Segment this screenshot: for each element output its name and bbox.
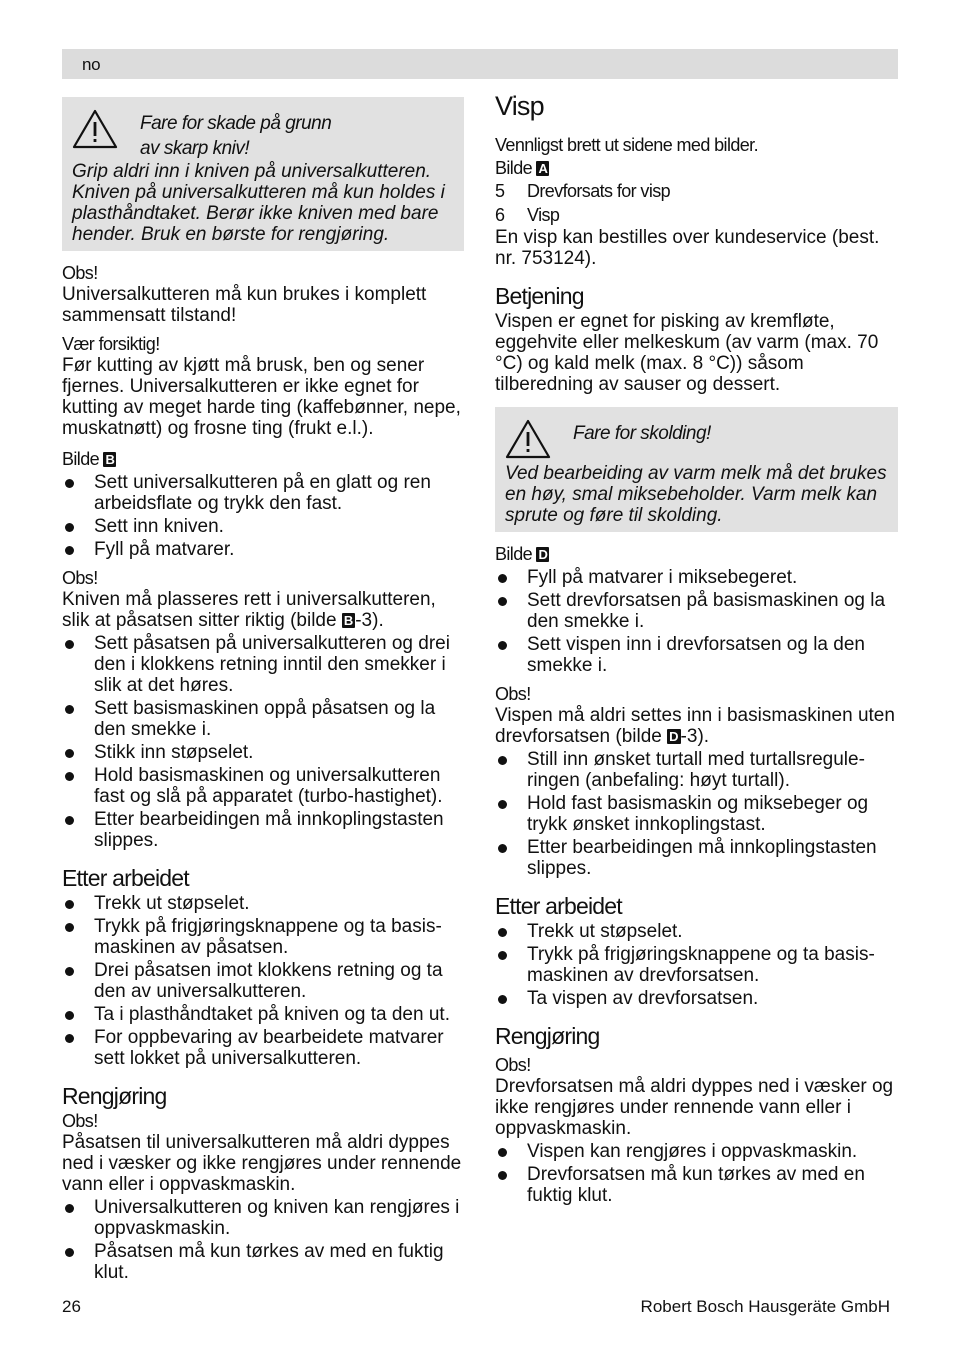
section-heading: Rengjøring <box>495 1023 600 1049</box>
list-item: Ta vispen av drevforsatsen. <box>495 988 898 1009</box>
figure-letter-badge: D <box>669 729 679 744</box>
warning-text: Ved bearbeiding av varm melk må det brukes en høy, smal miksebeholder. Varm melk kan sprute og føre til skolding. <box>505 463 887 526</box>
list-item: Stikk inn støpselet. <box>62 742 464 763</box>
steps-list <box>62 472 464 560</box>
warning-triangle-icon <box>505 419 551 459</box>
obs-label: Obs! <box>62 1111 98 1131</box>
figure-letter-badge: B <box>105 452 115 467</box>
list-item: Fyll på matvarer i miksebegeret. <box>495 567 898 588</box>
figure-letter-badge: A <box>538 161 548 176</box>
list-item: Sett basismaskinen oppå påsatsen og la den smekke i. <box>62 698 464 740</box>
list-item: For oppbevaring av bearbeidete matvarer sett lokket på universalkutteren. <box>62 1027 464 1069</box>
left-column <box>62 97 464 1285</box>
list-item: Etter bearbeidingen må innkoplingstasten slippes. <box>495 837 898 879</box>
language-bar <box>62 49 898 79</box>
obs-text: Vispen må aldri settes inn i basismaskinen uten drevforsatsen (bilde D -3). <box>495 705 895 747</box>
steps-list <box>62 893 464 1069</box>
warning-text: Grip aldri inn i kniven på universalkutteren. Kniven på universalkutteren må kun holdes i plasthåndtaket. Berør ikke kniven med bare hender. Bruk en børste for rengjøring. <box>72 161 445 245</box>
operation-text: Vispen er egnet for pisking av kremfløte, eggehvite eller melkeskum (av varm (max. 70 °C) og kald melk (max. 8 °C)) såsom tilberedning av sauser og dessert. <box>495 311 879 395</box>
obs-label: Obs! <box>495 684 531 704</box>
scald-warning-box <box>495 407 898 532</box>
obs-text: Universalkutteren må kun brukes i komplett sammensatt tilstand! <box>62 284 427 326</box>
obs-label: Obs! <box>62 568 98 588</box>
right-column <box>495 91 898 1208</box>
steps-list <box>62 1197 464 1283</box>
list-item: Påsatsen må kun tørkes av med en fuktig klut. <box>62 1241 464 1283</box>
section-heading: Etter arbeidet <box>62 865 189 891</box>
section-heading: Rengjøring <box>62 1083 167 1109</box>
warning-title: Fare for skolding! <box>573 423 711 444</box>
list-item: Still inn ønsket turtall med turtallsreguleringen (anbefaling: høyt turtall). <box>495 749 898 791</box>
list-item: Ta i plasthåndtaket på kniven og ta den ut. <box>62 1004 464 1025</box>
obs-text: Påsatsen til universalkutteren må aldri dyppes ned i væsker og ikke rengjøres under rennende vann eller i oppvaskmaskin. <box>62 1132 462 1195</box>
section-heading: Etter arbeidet <box>495 893 622 919</box>
list-item: Etter bearbeidingen må innkoplingstasten slippes. <box>62 809 464 851</box>
section-heading: Betjening <box>495 283 584 309</box>
steps-list <box>495 1141 898 1206</box>
list-item: Hold basismaskinen og universalkutteren fast og slå på apparatet (turbo-hastighet). <box>62 765 464 807</box>
knife-warning-box <box>62 97 464 251</box>
list-item: Fyll på matvarer. <box>62 539 464 560</box>
language-code: no <box>82 55 101 74</box>
steps-list <box>62 633 464 851</box>
figure-letter-badge: B <box>343 613 354 628</box>
obs-text: Kniven må plasseres rett i universalkutteren, slik at påsatsen sitter riktig (bilde B -3). <box>62 589 436 631</box>
order-text: En visp kan bestilles over kundeservice (best. nr. 753124). <box>495 227 880 269</box>
careful-text: Før kutting av kjøtt må brusk, ben og sener fjernes. Universalkutteren er ikke egnet for kutting av meget harde ting (kaffebønner, nepe, muskatnøtt) og frosne ting (frukt e.l.). <box>62 355 461 439</box>
careful-label: Vær forsiktig! <box>62 334 160 354</box>
figure-reference: Bilde A <box>495 158 548 178</box>
list-item: Hold fast basismaskin og miksebeger og trykk ønsket innkoplingstast. <box>495 793 898 835</box>
obs-label: Obs! <box>495 1055 531 1075</box>
list-item: Sett påsatsen på universalkutteren og drei den i klokkens retning inntil den smekker i slik at det høres. <box>62 633 464 696</box>
list-item: Universalkutteren og kniven kan rengjøres i oppvaskmaskin. <box>62 1197 464 1239</box>
list-item: Trykk på frigjøringsknappene og ta basismaskinen av påsatsen. <box>62 916 464 958</box>
obs-text: Drevforsatsen må aldri dyppes ned i væsker og ikke rengjøres under rennende vann eller i oppvaskmaskin. <box>495 1076 894 1139</box>
parts-item: 5 Drevforsats for visp <box>495 181 671 201</box>
list-item: Drevforsatsen må kun tørkes av med en fuktig klut. <box>495 1164 898 1206</box>
list-item: Sett drevforsatsen på basismaskinen og la den smekke i. <box>495 590 898 632</box>
obs-label: Obs! <box>62 263 98 283</box>
list-item: Trykk på frigjøringsknappene og ta basismaskinen av drevforsatsen. <box>495 944 898 986</box>
list-item: Trekk ut støpselet. <box>62 893 464 914</box>
warning-title: Fare for skade på grunn av skarp kniv! <box>140 113 332 159</box>
warning-triangle-icon <box>72 109 118 149</box>
list-item: Sett inn kniven. <box>62 516 464 537</box>
page-number: 26 <box>62 1297 81 1316</box>
list-item: Sett vispen inn i drevforsatsen og la den smekke i. <box>495 634 898 676</box>
list-item: Sett universalkutteren på en glatt og ren arbeidsflate og trykk den fast. <box>62 472 464 514</box>
steps-list <box>495 567 898 676</box>
steps-list <box>495 749 898 879</box>
steps-list <box>495 921 898 1009</box>
list-item: Vispen kan rengjøres i oppvaskmaskin. <box>495 1141 898 1162</box>
company-name: Robert Bosch Hausgeräte GmbH <box>640 1297 890 1316</box>
figure-reference: Bilde B <box>62 449 115 469</box>
page-title: Visp <box>495 91 544 121</box>
list-item: Trekk ut støpselet. <box>495 921 898 942</box>
figure-letter-badge: D <box>538 547 548 562</box>
figure-reference: Bilde D <box>495 544 548 564</box>
intro-text: Vennligst brett ut sidene med bilder. <box>495 135 758 155</box>
list-item: Drei påsatsen imot klokkens retning og ta den av universalkutteren. <box>62 960 464 1002</box>
parts-item: 6 Visp <box>495 205 560 225</box>
